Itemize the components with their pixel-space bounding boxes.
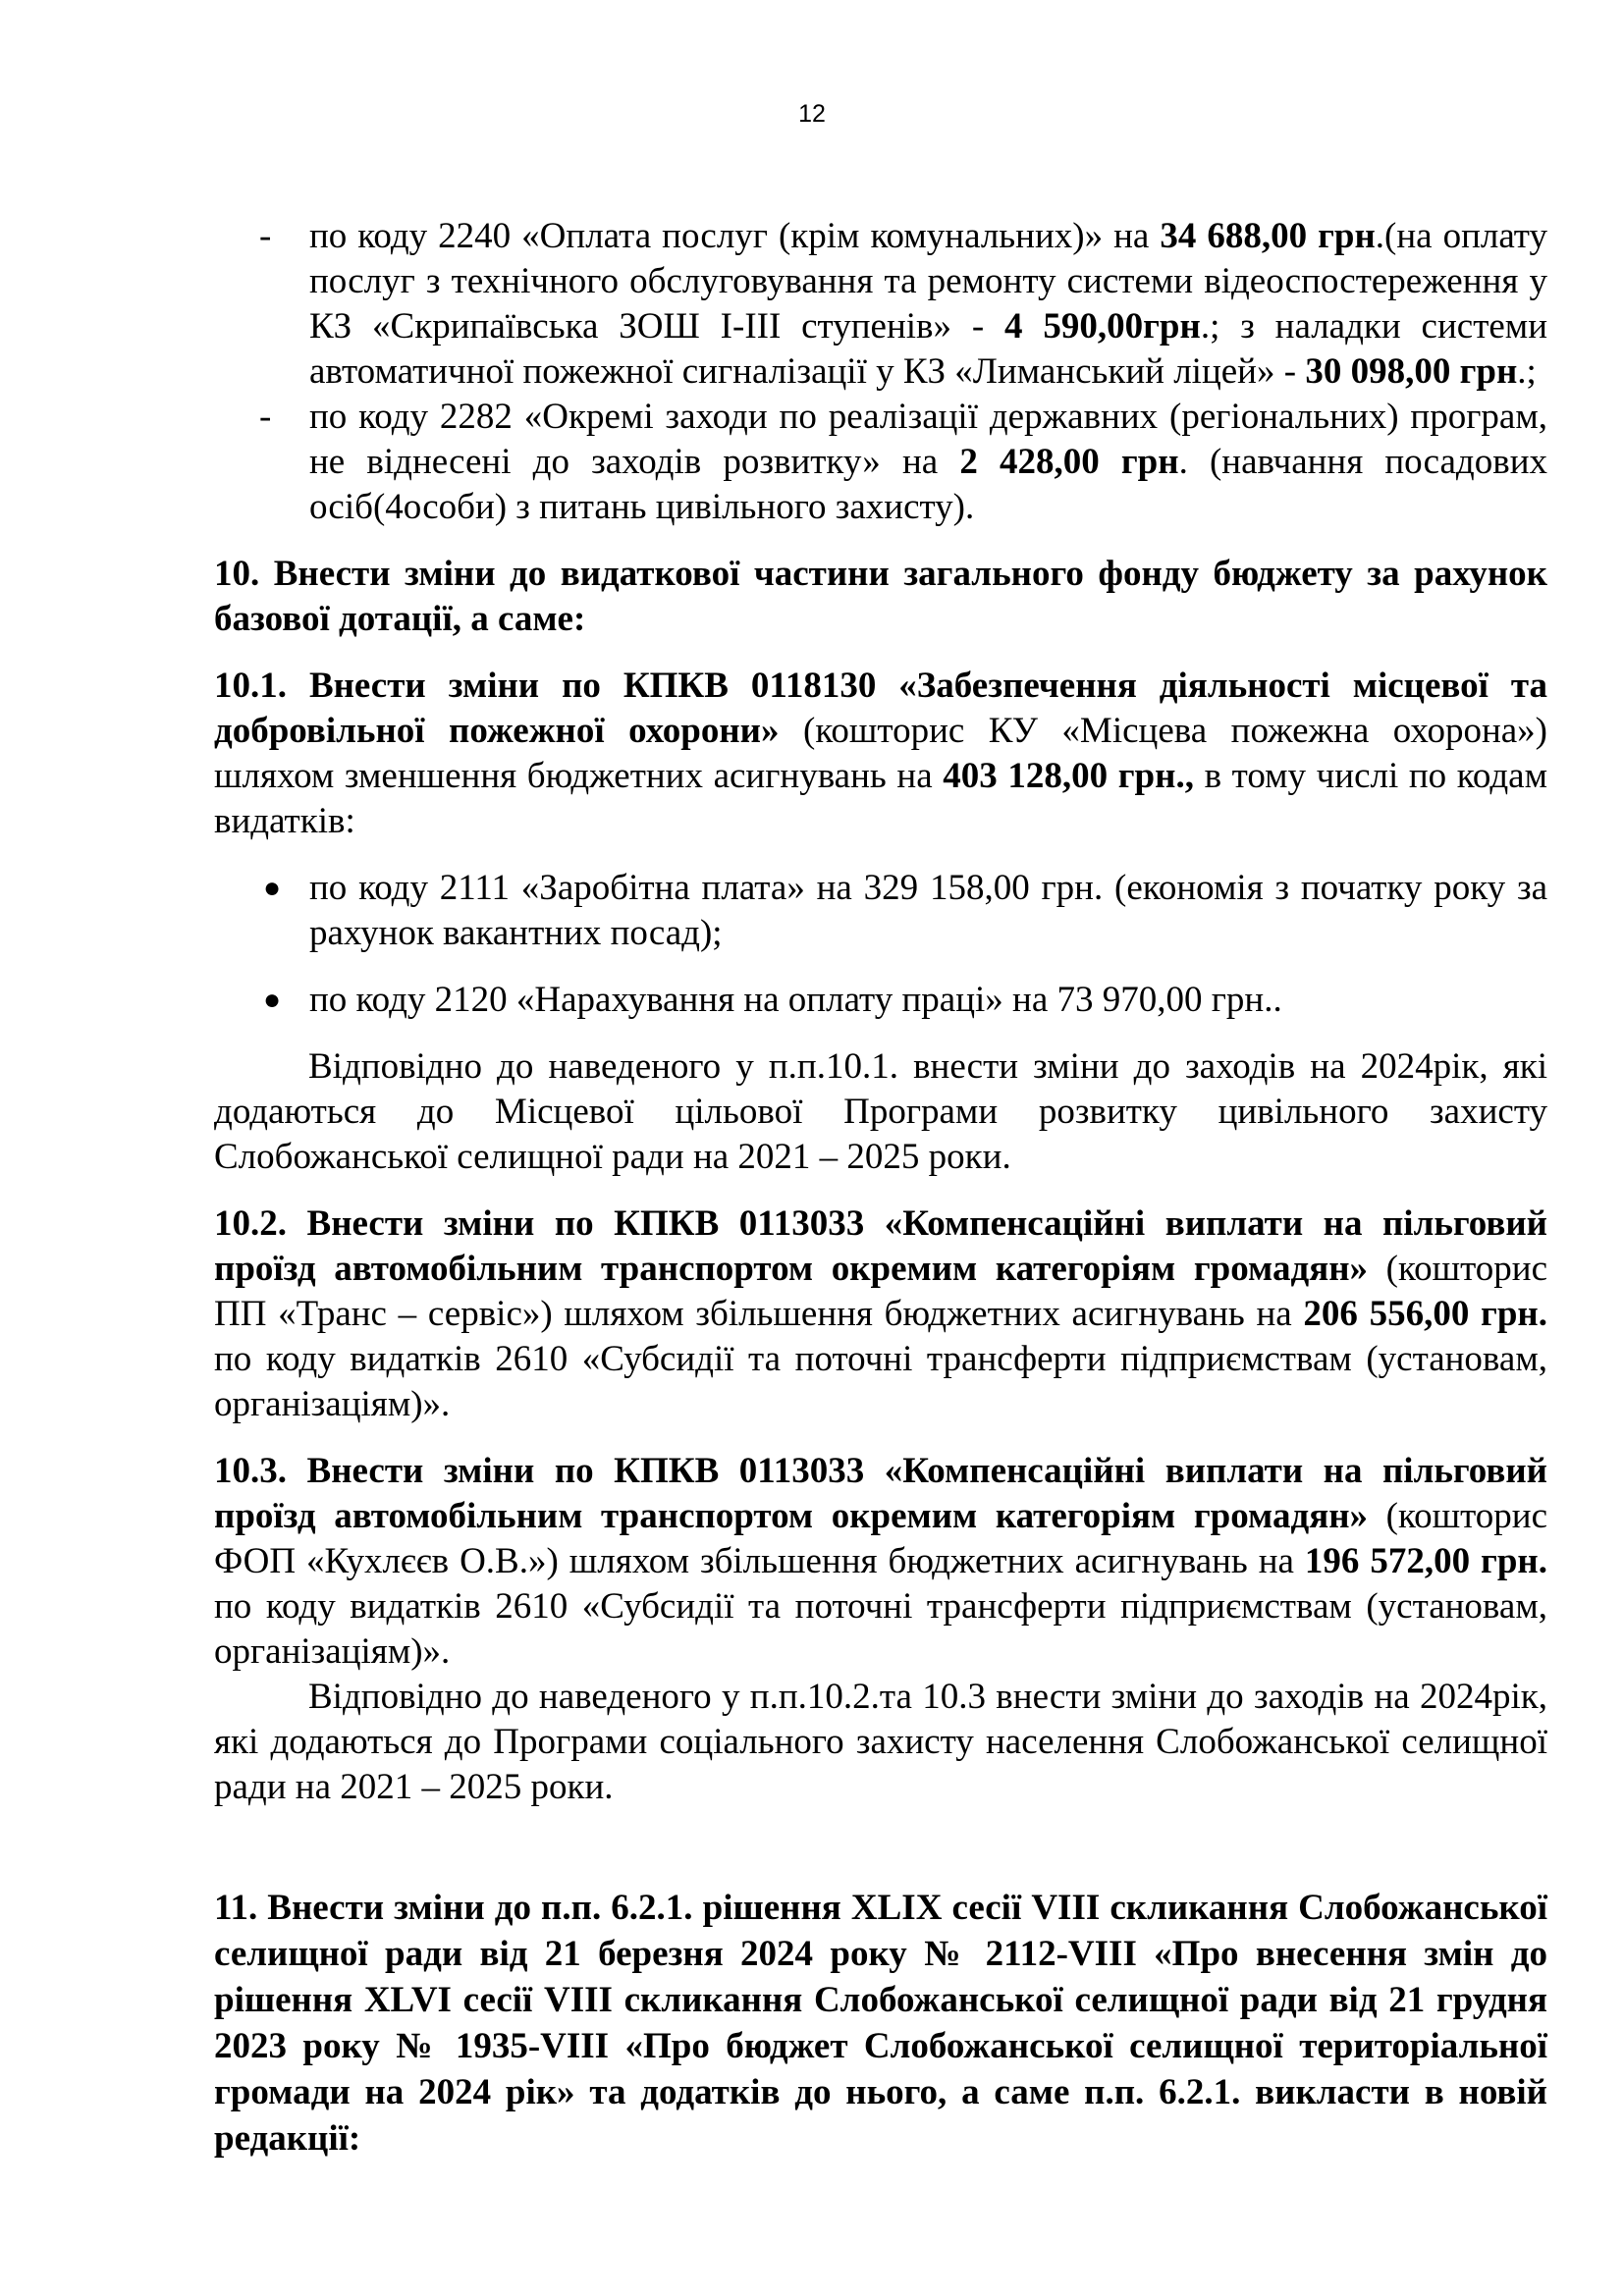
dash-marker: - [259,397,272,437]
section-10-1-note: Відповідно до наведеного у п.п.10.1. внести зміни до заходів на 2024рік, які додаються до Місцевої цільової Програми розвитку цивільного захисту Слобожанської селищної ради на 2021 – 2025 роки. [214,1046,1547,1177]
document-body [214,214,1547,2162]
item-text: по коду 2111 «Заробітна плата» на 329 158,00 грн. (економія з початку року за рахунок вакантних посад); [309,868,1547,953]
section-10-1: 10.1. Внести зміни по КПКВ 0118130 «Забезпечення діяльності місцевої та добровільної пожежної охорони» (кошторис КУ «Місцева пожежна охорона») шляхом зменшення бюджетних асигнувань на 403 128,00 грн., в тому числі по кодам видатків: [214,666,1548,841]
amount: 30 098,00 грн [1305,351,1518,392]
list-item [214,395,1547,530]
section-10-heading: 10. Внести зміни до видаткової частини загального фонду бюджету за рахунок базової дотації, а саме: [214,554,1547,639]
bullet-icon: ● [263,984,282,1016]
section-10-3: 10.3. Внести зміни по КПКВ 0113033 «Компенсаційні виплати на пільговий проїзд автомобільним транспортом окремим категоріям громадян» (кошторис ФОП «Кухлєєв О.В.») шляхом збільшення бюджетних асигнувань на 196 572,00 грн. по коду видатків 2610 «Субсидії та поточні трансферти підприємствам (установам, організаціям)». [214,1451,1547,1672]
amount: 403 128,00 грн., [943,756,1194,796]
bullet-icon: ● [263,872,282,904]
list-item [214,866,1547,956]
item-text: по коду 2282 «Окремі заходи по реалізації державних (регіональних) програм, не віднесені до заходів розвитку» на 2 428,00 грн. (навчання посадових осіб(4особи) з питань цивільного захисту). [309,397,1547,527]
item-text: по коду 2120 «Нарахування на оплату праці» на 73 970,00 грн.. [309,980,1282,1020]
dash-marker: - [259,216,272,256]
section-10-3-note: Відповідно до наведеного у п.п.10.2.та 10.3 внести зміни до заходів на 2024рік, які додаються до Програми соціального захисту населення Слобожанської селищної ради на 2021 – 2025 роки. [214,1677,1547,1807]
amount: 2 428,00 грн [959,442,1179,482]
amount: 4 590,00грн [1004,306,1201,347]
page-number: 12 [798,100,826,128]
expense-code-list [214,214,1547,530]
list-item [214,978,1547,1023]
bullet-list [214,866,1547,1023]
section-11-heading: 11. Внести зміни до п.п. 6.2.1. рішення XLIX сесії VIII скликання Слобожанської селищної ради від 21 березня 2024 року № 2112-VIII «Про внесення змін до рішення XLVI сесії VIII скликання Слобожанської селищної ради від 21 грудня 2023 року № 1935-VIII «Про бюджет Слобожанської селищної територіальної громади на 2024 рік» та додатків до нього, а саме п.п. 6.2.1. викласти в новій редакції: [214,1888,1547,2159]
amount: 196 572,00 грн. [1304,1541,1547,1581]
list-item [214,214,1547,395]
amount: 34 688,00 грн [1160,216,1376,256]
amount: 206 556,00 грн. [1303,1294,1547,1334]
item-text: по коду 2240 «Оплата послуг (крім комунальних)» на 34 688,00 грн.(на оплату послуг з технічного обслуговування та ремонту системи відеоспостереження у КЗ «Скрипаївська ЗОШ І-ІІІ ступенів» - 4 590,00грн.; з наладки системи автоматичної пожежної сигналізації у КЗ «Лиманський ліцей» - 30 098,00 грн.; [309,216,1547,392]
section-10-2: 10.2. Внести зміни по КПКВ 0113033 «Компенсаційні виплати на пільговий проїзд автомобільним транспортом окремим категоріям громадян» (кошторис ПП «Транс – сервіс») шляхом збільшення бюджетних асигнувань на 206 556,00 грн. по коду видатків 2610 «Субсидії та поточні трансферти підприємствам (установам, організаціям)». [214,1203,1547,1424]
